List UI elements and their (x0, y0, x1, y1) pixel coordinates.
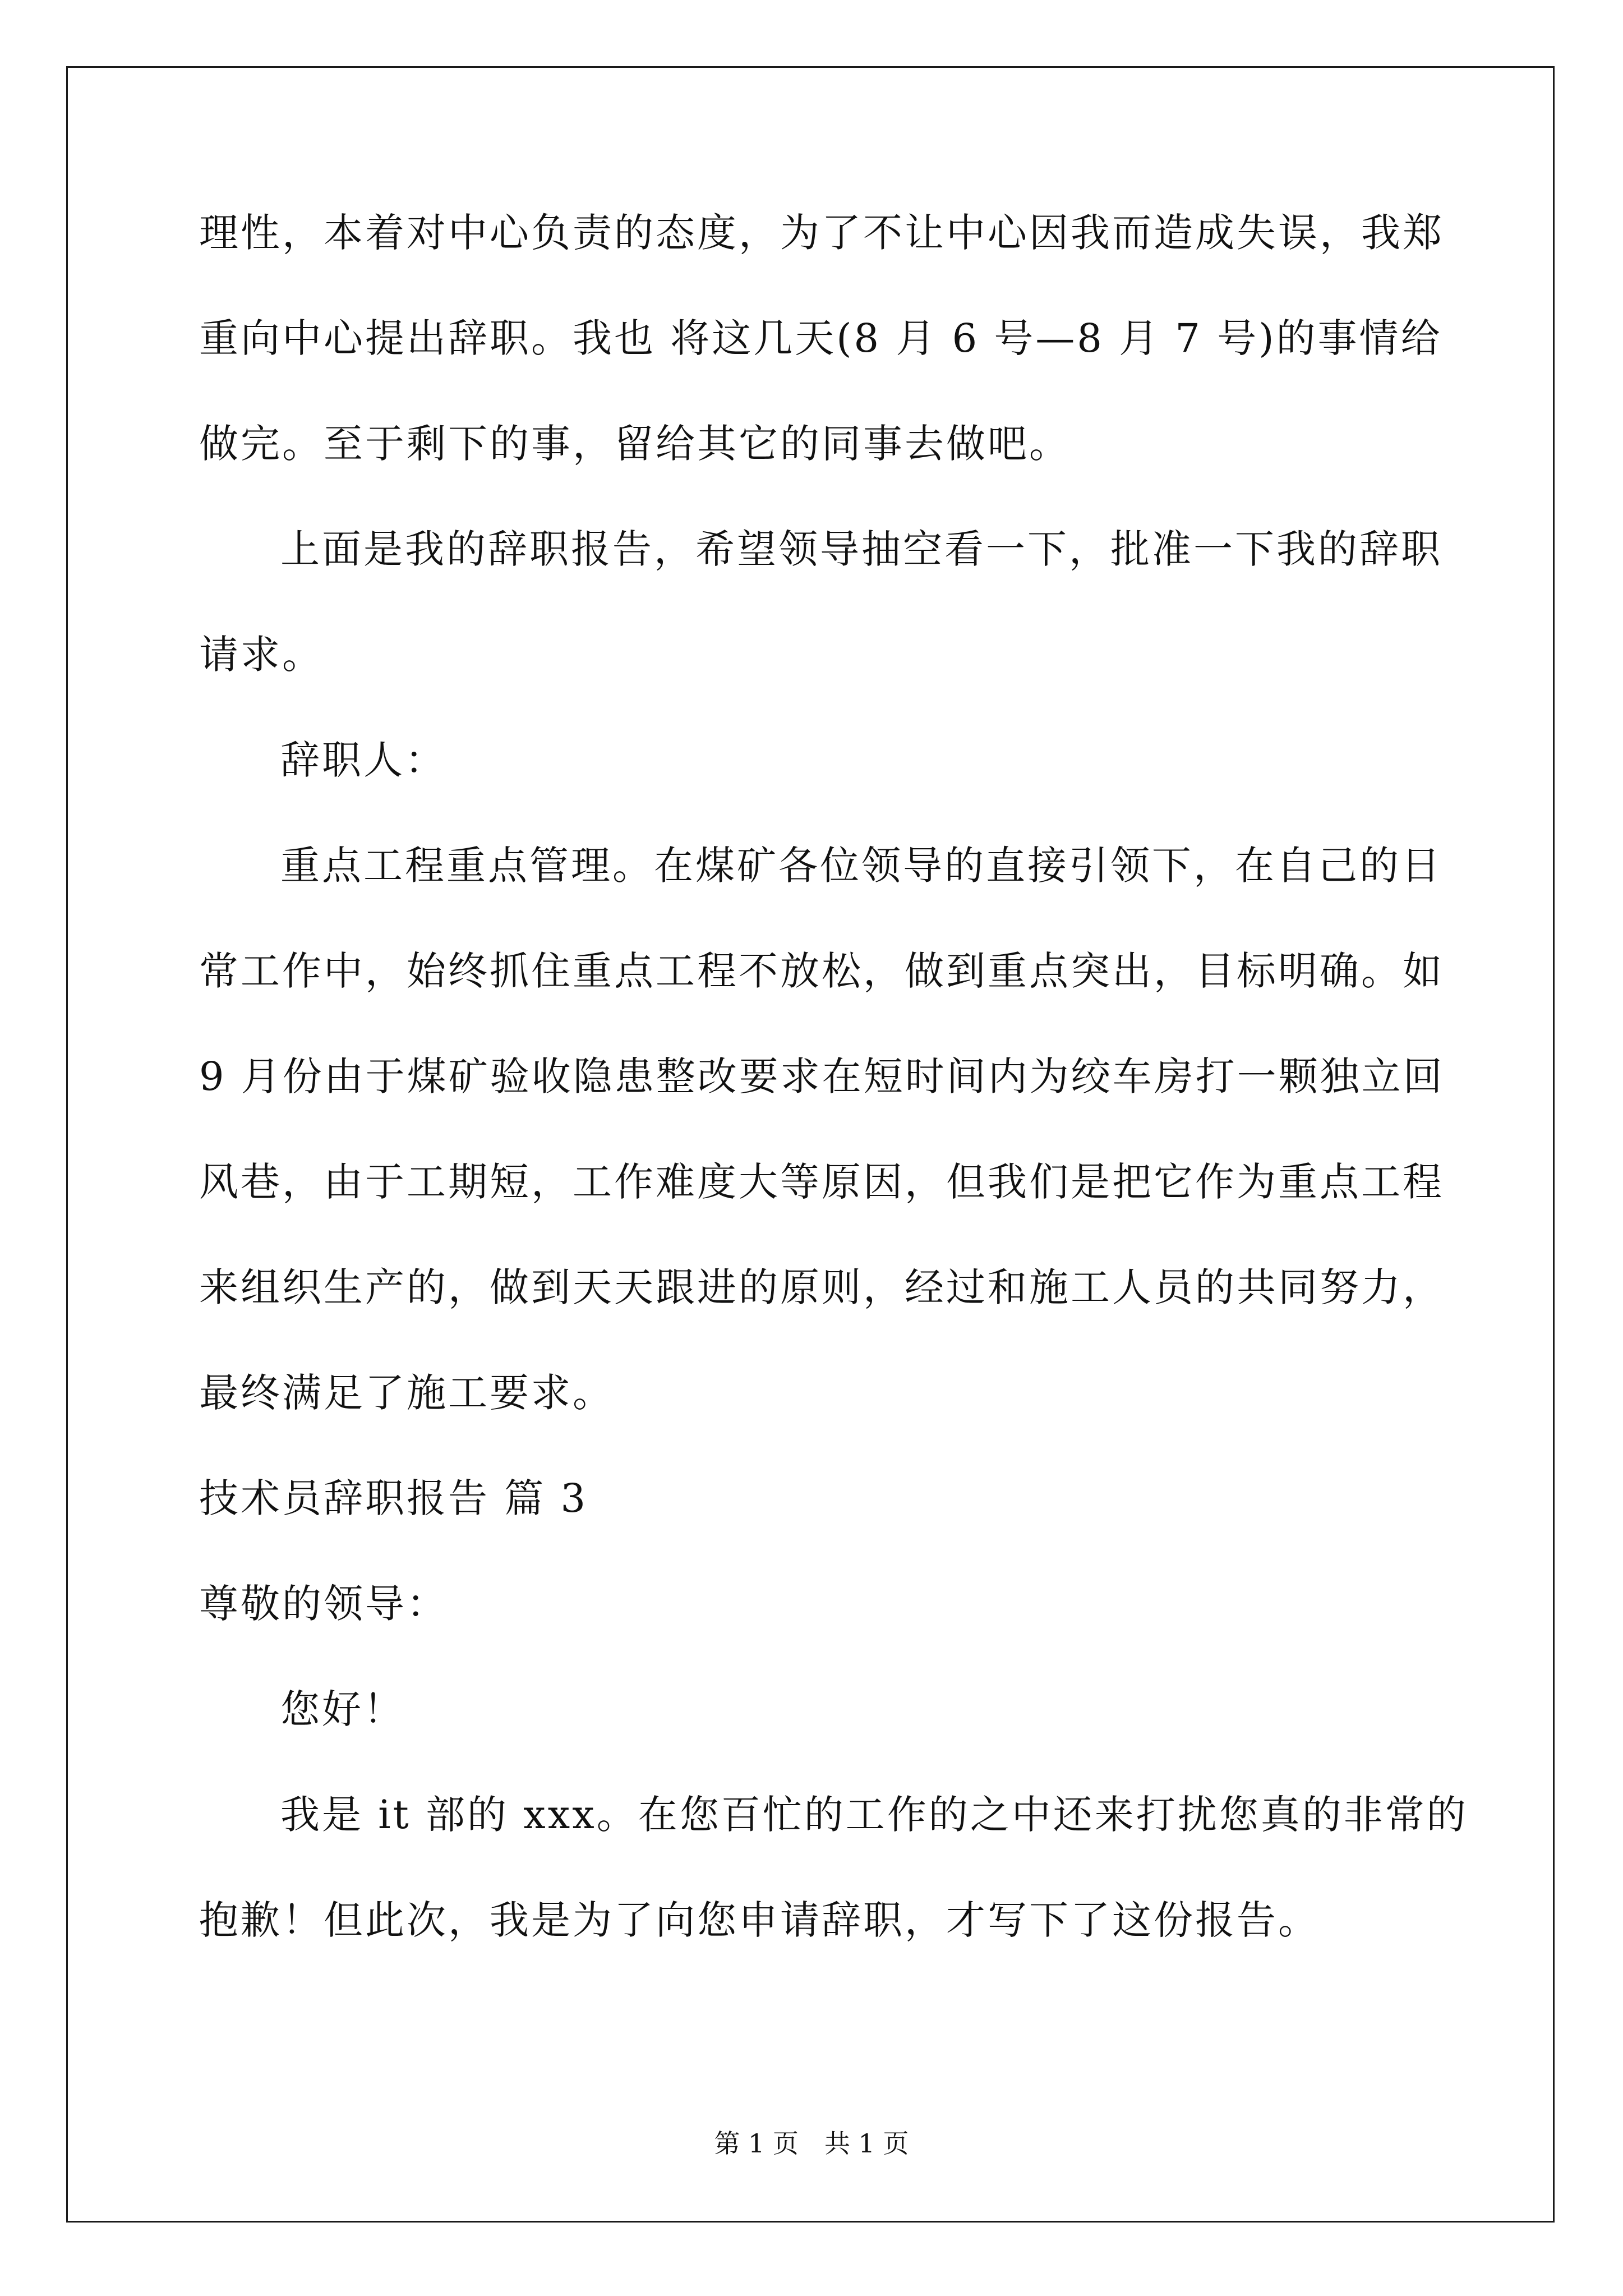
signature-label: 辞职人： (280, 737, 446, 783)
body-line: 请求。 (199, 632, 324, 678)
body-line: 重向中心提出辞职。我也 将这几天(8 月 6 号—8 月 7 号)的事情给 (199, 315, 1442, 361)
body-line: 做完。至于剩下的事，留给其它的同事去做吧。 (199, 421, 1071, 467)
paragraph-first-line: 重点工程重点管理。在煤矿各位领导的直接引领下，在自己的日 (280, 843, 1442, 889)
paragraph-first-line: 我是 it 部的 xxx。在您百忙的工作的之中还来打扰您真的非常的 (280, 1792, 1468, 1838)
salutation: 尊敬的领导： (199, 1581, 448, 1627)
body-line: 抱歉！但此次，我是为了向您申请辞职，才写下了这份报告。 (199, 1897, 1320, 1943)
page-footer: 第 1 页 共 1 页 (714, 2128, 909, 2159)
body-line: 来组织生产的，做到天天跟进的原则，经过和施工人员的共同努力， (199, 1264, 1444, 1310)
body-line: 风巷，由于工期短，工作难度大等原因，但我们是把它作为重点工程 (199, 1159, 1444, 1205)
body-line: 最终满足了施工要求。 (199, 1370, 614, 1416)
body-line: 常工作中，始终抓住重点工程不放松，做到重点突出，目标明确。如 (199, 948, 1444, 994)
body-line: 理性，本着对中心负责的态度，为了不让中心因我而造成失误，我郑 (199, 210, 1444, 256)
greeting: 您好！ (280, 1686, 405, 1732)
body-line: 9 月份由于煤矿验收隐患整改要求在短时间内为绞车房打一颗独立回 (199, 1053, 1445, 1099)
paragraph-first-line: 上面是我的辞职报告，希望领导抽空看一下，批准一下我的辞职 (280, 526, 1442, 572)
section-heading: 技术员辞职报告 篇 3 (199, 1475, 588, 1521)
